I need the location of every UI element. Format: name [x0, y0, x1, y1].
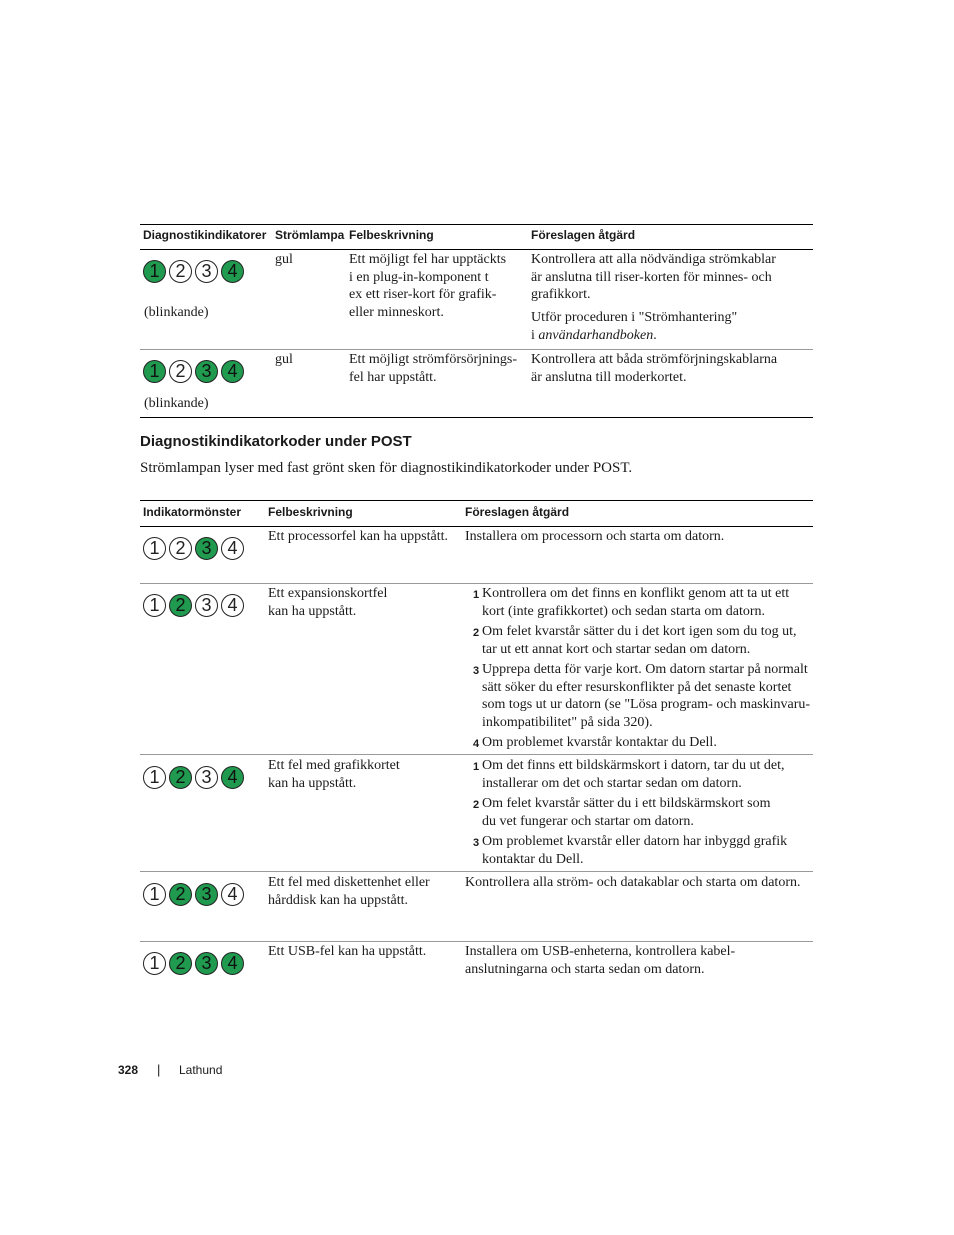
- table1-header-description: Felbeskrivning: [349, 228, 434, 242]
- fault-description: Ett fel med diskettenhet eller hårddisk kan ha uppstått.: [268, 875, 430, 908]
- led-4-off: 4: [221, 594, 244, 617]
- row-divider: [140, 871, 813, 872]
- led-3-on: 3: [195, 952, 218, 975]
- led-4-on: 4: [221, 260, 244, 283]
- table2-header-rule: [140, 526, 813, 527]
- table1-header-rule: [140, 249, 813, 250]
- fault-description: Ett möjligt strömförsörjnings- fel har uppstått.: [349, 352, 517, 385]
- led-2-off: 2: [169, 537, 192, 560]
- led-1-on: 1: [143, 360, 166, 383]
- row-divider: [140, 941, 813, 942]
- action-steps: [473, 585, 813, 754]
- led-3-off: 3: [195, 260, 218, 283]
- table1-header-indicators: Diagnostikindikatorer: [143, 228, 267, 242]
- led-3-on: 3: [195, 537, 218, 560]
- action-step: 3 Om problemet kvarstår eller datorn har inbyggd grafik kontaktar du Dell.: [473, 834, 788, 867]
- led-pattern: [143, 594, 244, 617]
- table1-bottom-rule: [140, 417, 813, 418]
- row-divider: [140, 349, 813, 350]
- fault-description: Ett processorfel kan ha uppstått.: [268, 529, 449, 544]
- footer-separator: |: [157, 1062, 161, 1077]
- suggested-action: Kontrollera att båda strömförjningskablarna är anslutna till moderkortet.: [531, 352, 778, 385]
- table1-header-action: Föreslagen åtgärd: [531, 228, 636, 242]
- row-divider: [140, 754, 813, 755]
- power-light: gul: [275, 252, 293, 267]
- power-light: gul: [275, 352, 293, 367]
- action-step: 2 Om felet kvarstår sätter du i det kort igen som du tog ut, tar ut ett annat kort och startar sedan om datorn.: [473, 624, 797, 657]
- table2-header-action: Föreslagen åtgärd: [465, 505, 570, 519]
- led-2-off: 2: [169, 260, 192, 283]
- action-step: 3 Upprepa detta för varje kort. Om datorn startar på normalt sätt söker du efter resurskonflikter på det senaste kortet som togs ut ur datorn (se "Lösa program- och maskinvaru- inkompatibilitet" på sida 320).: [473, 662, 811, 730]
- led-4-off: 4: [221, 537, 244, 560]
- led-pattern: [143, 260, 244, 283]
- footer-title: Lathund: [179, 1063, 223, 1077]
- fault-description: Ett möjligt fel har upptäckts i en plug-in-komponent t ex ett riser-kort för grafik- eller minneskort.: [349, 252, 507, 320]
- suggested-action: Installera om USB-enheterna, kontrollera kabel- anslutningarna och starta sedan om datorn.: [465, 944, 736, 977]
- fault-description: Ett USB-fel kan ha uppstått.: [268, 944, 427, 959]
- fault-description: Ett expansionskortfel kan ha uppstått.: [268, 586, 388, 619]
- suggested-action: Kontrollera alla ström- och datakablar och starta om datorn.: [465, 875, 801, 890]
- led-4-off: 4: [221, 883, 244, 906]
- led-1-off: 1: [143, 594, 166, 617]
- led-1-off: 1: [143, 766, 166, 789]
- section-intro: Strömlampan lyser med fast grönt sken för diagnostikindikatorkoder under POST.: [140, 460, 633, 476]
- led-1-off: 1: [143, 883, 166, 906]
- action-step: 1 Kontrollera om det finns en konflikt genom att ta ut ett kort (inte grafikkortet) och sedan starta om datorn.: [473, 586, 790, 619]
- led-4-on: 4: [221, 360, 244, 383]
- led-4-on: 4: [221, 766, 244, 789]
- led-pattern: [143, 766, 244, 789]
- action-step: 2 Om felet kvarstår sätter du i ett bildskärmskort som du vet fungerar och startar om datorn.: [473, 796, 771, 829]
- page-number: 328: [118, 1063, 139, 1077]
- fault-description: Ett fel med grafikkortet kan ha uppstått.: [268, 758, 400, 791]
- led-note: (blinkande): [144, 305, 209, 320]
- led-pattern: [143, 952, 244, 975]
- action-step: 4 Om problemet kvarstår kontaktar du Dell.: [473, 735, 717, 750]
- led-pattern: [143, 360, 244, 383]
- led-3-on: 3: [195, 883, 218, 906]
- led-2-on: 2: [169, 883, 192, 906]
- table2-top-rule: [140, 500, 813, 501]
- led-1-on: 1: [143, 260, 166, 283]
- section-title: Diagnostikindikatorkoder under POST: [140, 433, 412, 450]
- led-pattern: [143, 883, 244, 906]
- suggested-action: Kontrollera att alla nödvändiga strömkablar är anslutna till riser-korten för minnes- och grafikkort. Utför proceduren i "Strömhantering" i användarhandboken.: [531, 252, 776, 343]
- action-step: 1 Om det finns ett bildskärmskort i datorn, tar du ut det, installerar om det och startar sedan om datorn.: [473, 758, 785, 791]
- led-1-off: 1: [143, 952, 166, 975]
- led-2-on: 2: [169, 952, 192, 975]
- led-2-on: 2: [169, 766, 192, 789]
- led-2-on: 2: [169, 594, 192, 617]
- row-divider: [140, 583, 813, 584]
- led-note: (blinkande): [144, 396, 209, 411]
- table1-header-power: Strömlampa: [275, 228, 345, 242]
- led-4-on: 4: [221, 952, 244, 975]
- table2-header-description: Felbeskrivning: [268, 505, 353, 519]
- user-guide-link-text: användarhandboken: [538, 327, 654, 343]
- led-2-off: 2: [169, 360, 192, 383]
- led-pattern: [143, 537, 244, 560]
- suggested-action: Installera om processorn och starta om datorn.: [465, 529, 725, 544]
- table1-top-rule: [140, 224, 813, 225]
- led-1-off: 1: [143, 537, 166, 560]
- led-3-off: 3: [195, 766, 218, 789]
- table2-header-pattern: Indikatormönster: [143, 505, 242, 519]
- led-3-on: 3: [195, 360, 218, 383]
- led-3-off: 3: [195, 594, 218, 617]
- action-steps: [473, 757, 813, 868]
